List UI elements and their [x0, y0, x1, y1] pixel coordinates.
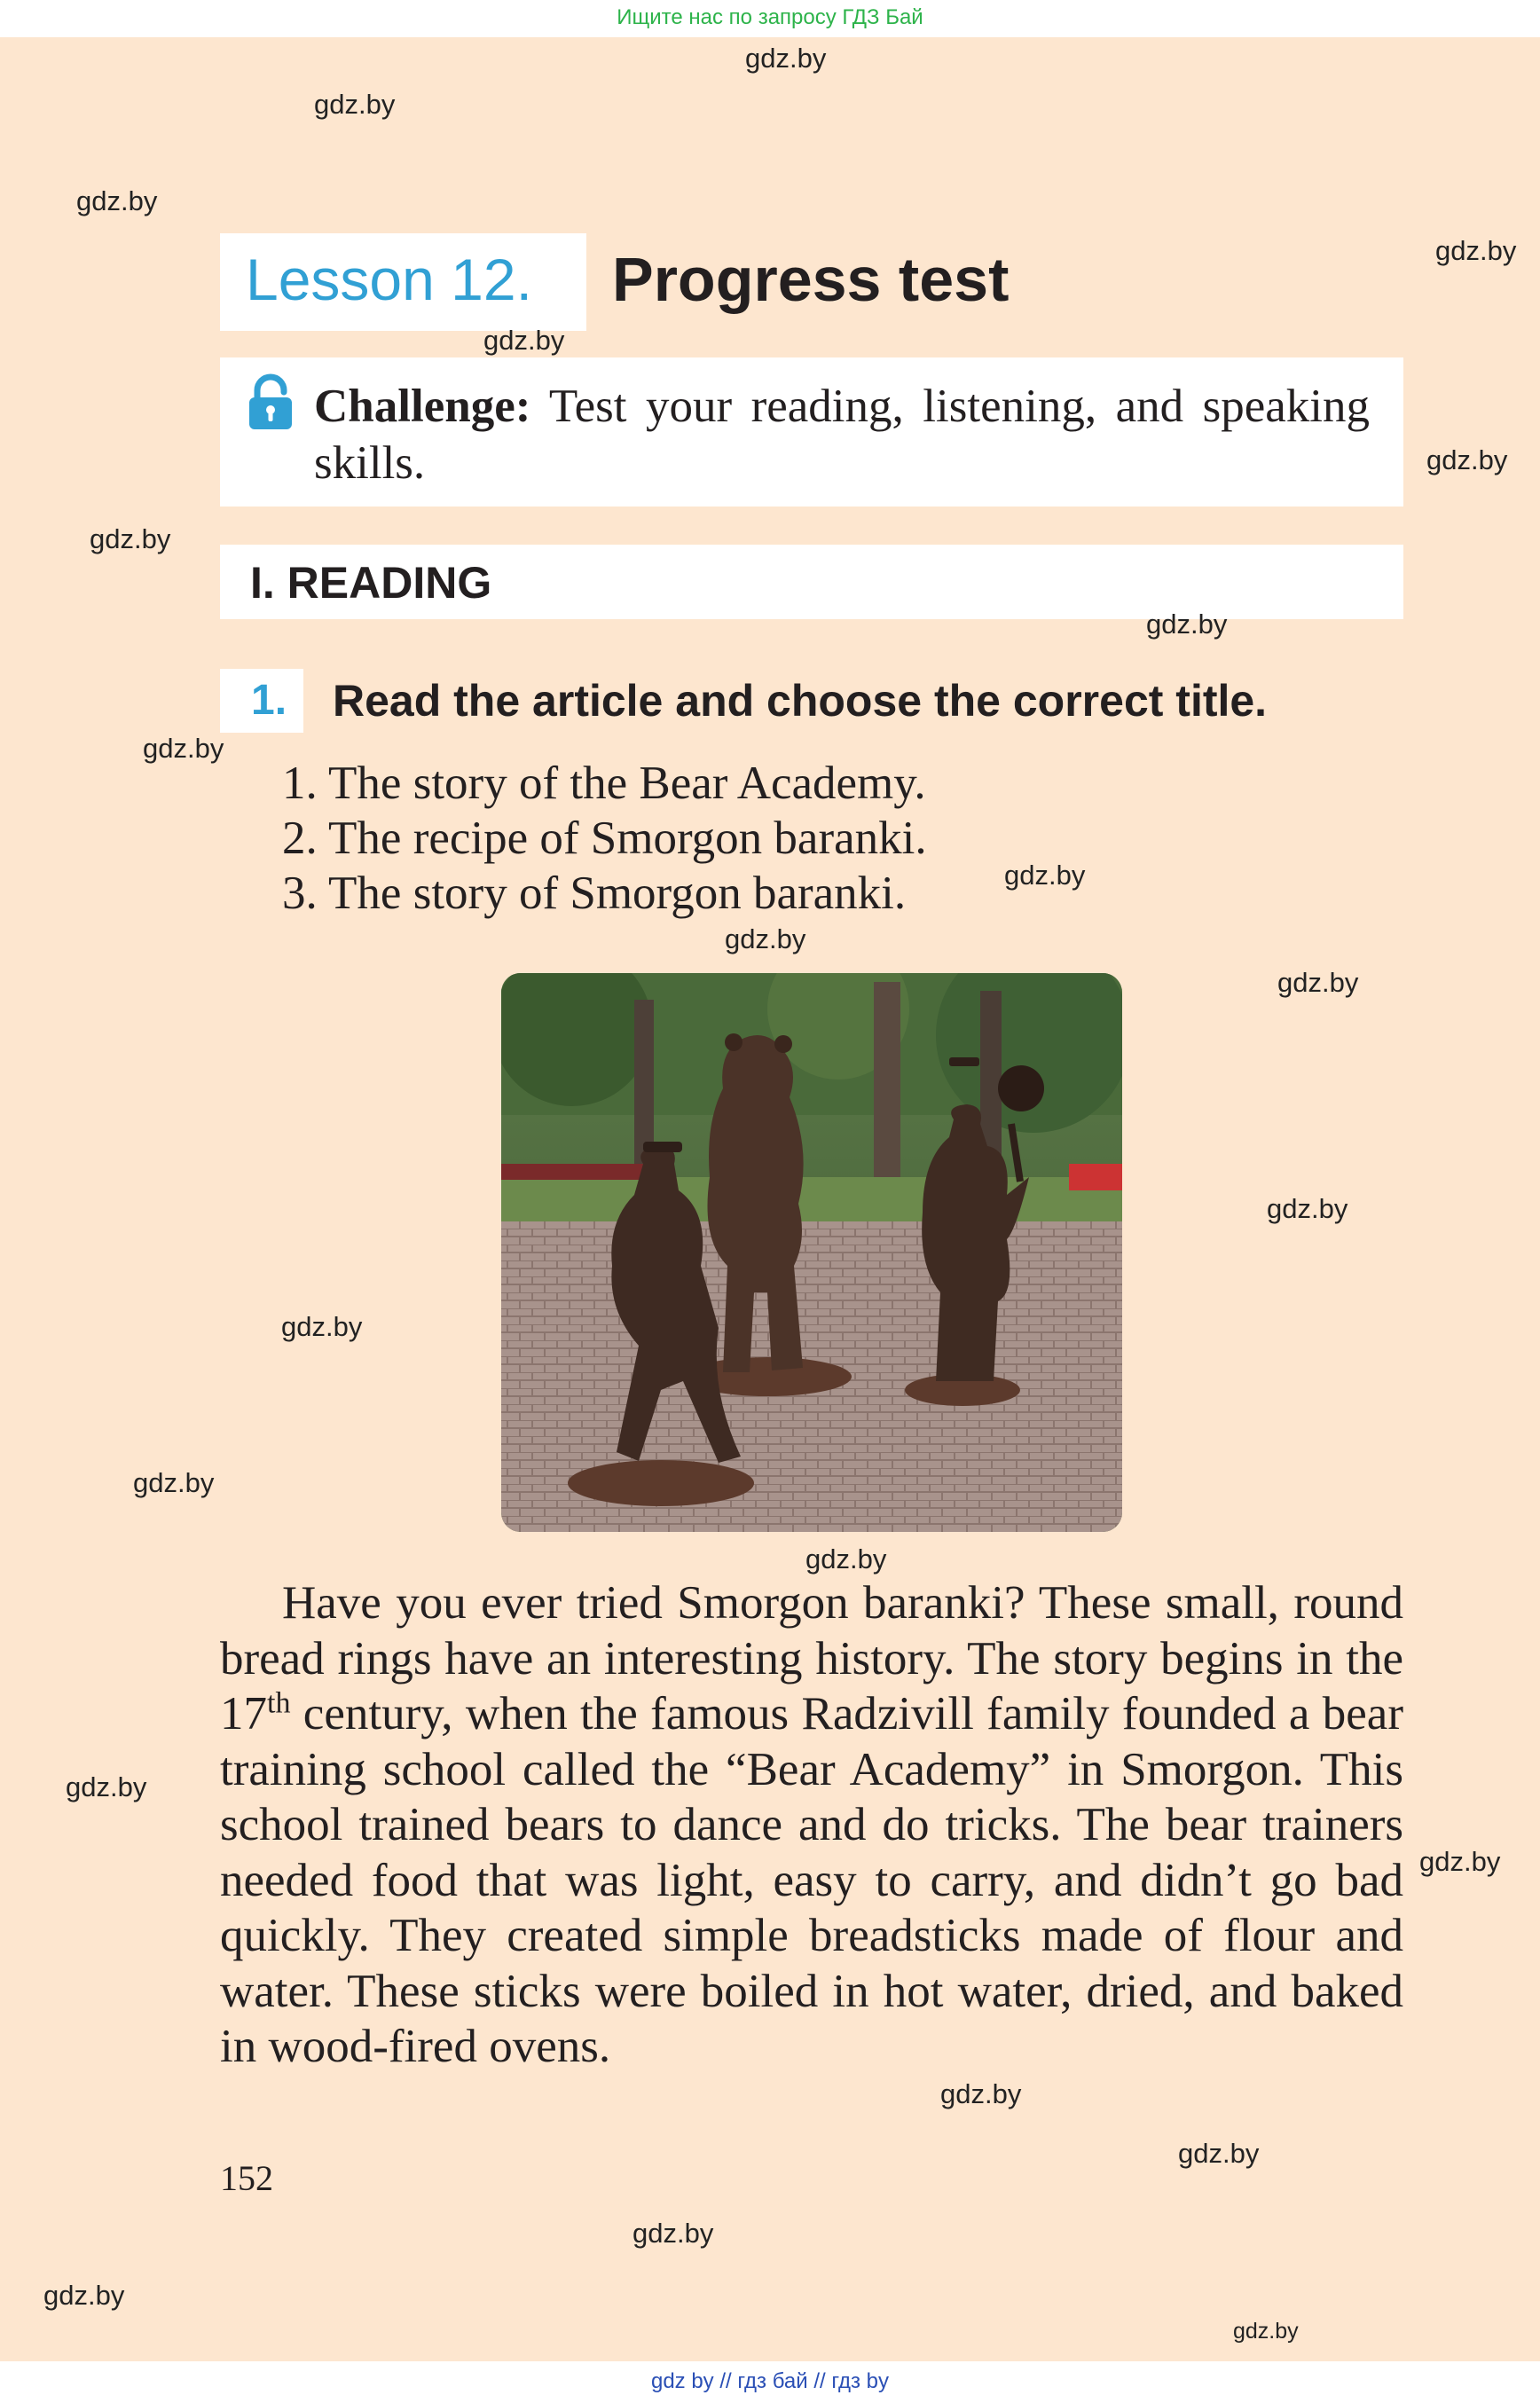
lock-icon — [247, 373, 295, 431]
watermark: gdz.by — [1233, 2319, 1299, 2344]
watermark: gdz.by — [1426, 444, 1508, 475]
challenge-label: Challenge: — [314, 381, 531, 432]
exercise-number: 1. — [251, 677, 287, 724]
watermark: gdz.by — [632, 2218, 714, 2249]
challenge-text — [314, 378, 1370, 491]
title-options — [282, 756, 927, 921]
article-part-2: century, when the famous Radzivill family founded a bear training school called the “Bear Academy” in Smorgon. This school trained bears to dance and do tricks. The bear trainers needed food that was light, easy to carry, and didn’t go bad quickly. They created simple breadsticks made of flour and water. These sticks were boiled in hot water, dried, and baked in wood-fired ovens. — [220, 1688, 1403, 2072]
title-option-3: 3. The story of Smorgon baranki. — [282, 868, 907, 919]
site-banner: Ищите нас по запросу ГДЗ Бай — [0, 0, 1540, 37]
watermark: gdz.by — [1419, 1846, 1501, 1877]
watermark: gdz.by — [745, 43, 827, 74]
watermark: gdz.by — [940, 2078, 1022, 2109]
section-title: I. READING — [250, 558, 492, 608]
watermark: gdz.by — [805, 1543, 887, 1575]
watermark: gdz.by — [43, 2280, 125, 2311]
lesson-title: Progress test — [612, 245, 1010, 314]
watermark: gdz.by — [1277, 967, 1359, 998]
watermark: gdz.by — [314, 89, 396, 120]
watermark: gdz.by — [133, 1467, 215, 1498]
watermark: gdz.by — [483, 325, 565, 356]
watermark: gdz.by — [1004, 860, 1086, 891]
watermark: gdz.by — [1435, 235, 1517, 266]
title-option-1: 1. The story of the Bear Academy. — [282, 758, 926, 809]
lesson-label: Lesson 12. — [246, 247, 532, 312]
watermark: gdz.by — [1178, 2138, 1260, 2169]
exercise-instruction: Read the article and choose the correct title. — [333, 676, 1268, 726]
watermark: gdz.by — [143, 733, 224, 764]
article-part-1: Have you ever tried Smorgon baranki? These small, round bread rings have an interesting history. The story begins in the 17 — [220, 1577, 1403, 1739]
challenge-description: Test your reading, listening, and speaking skills. — [314, 381, 1371, 489]
watermark: gdz.by — [66, 1771, 147, 1802]
watermark: gdz.by — [1146, 609, 1228, 640]
page-number: 152 — [220, 2158, 273, 2198]
watermark: gdz.by — [1267, 1193, 1348, 1224]
title-option-2: 2. The recipe of Smorgon baranki. — [282, 813, 927, 864]
bear-academy-sculpture-photo — [501, 973, 1122, 1532]
watermark: gdz.by — [90, 523, 171, 554]
watermark: gdz.by — [76, 185, 158, 216]
watermark: gdz.by — [281, 1311, 363, 1342]
watermark: gdz.by — [725, 923, 806, 954]
article-superscript: th — [267, 1686, 291, 1720]
article-text — [220, 1575, 1403, 2075]
footer-banner: gdz by // гдз бай // гдз by — [0, 2361, 1540, 2403]
